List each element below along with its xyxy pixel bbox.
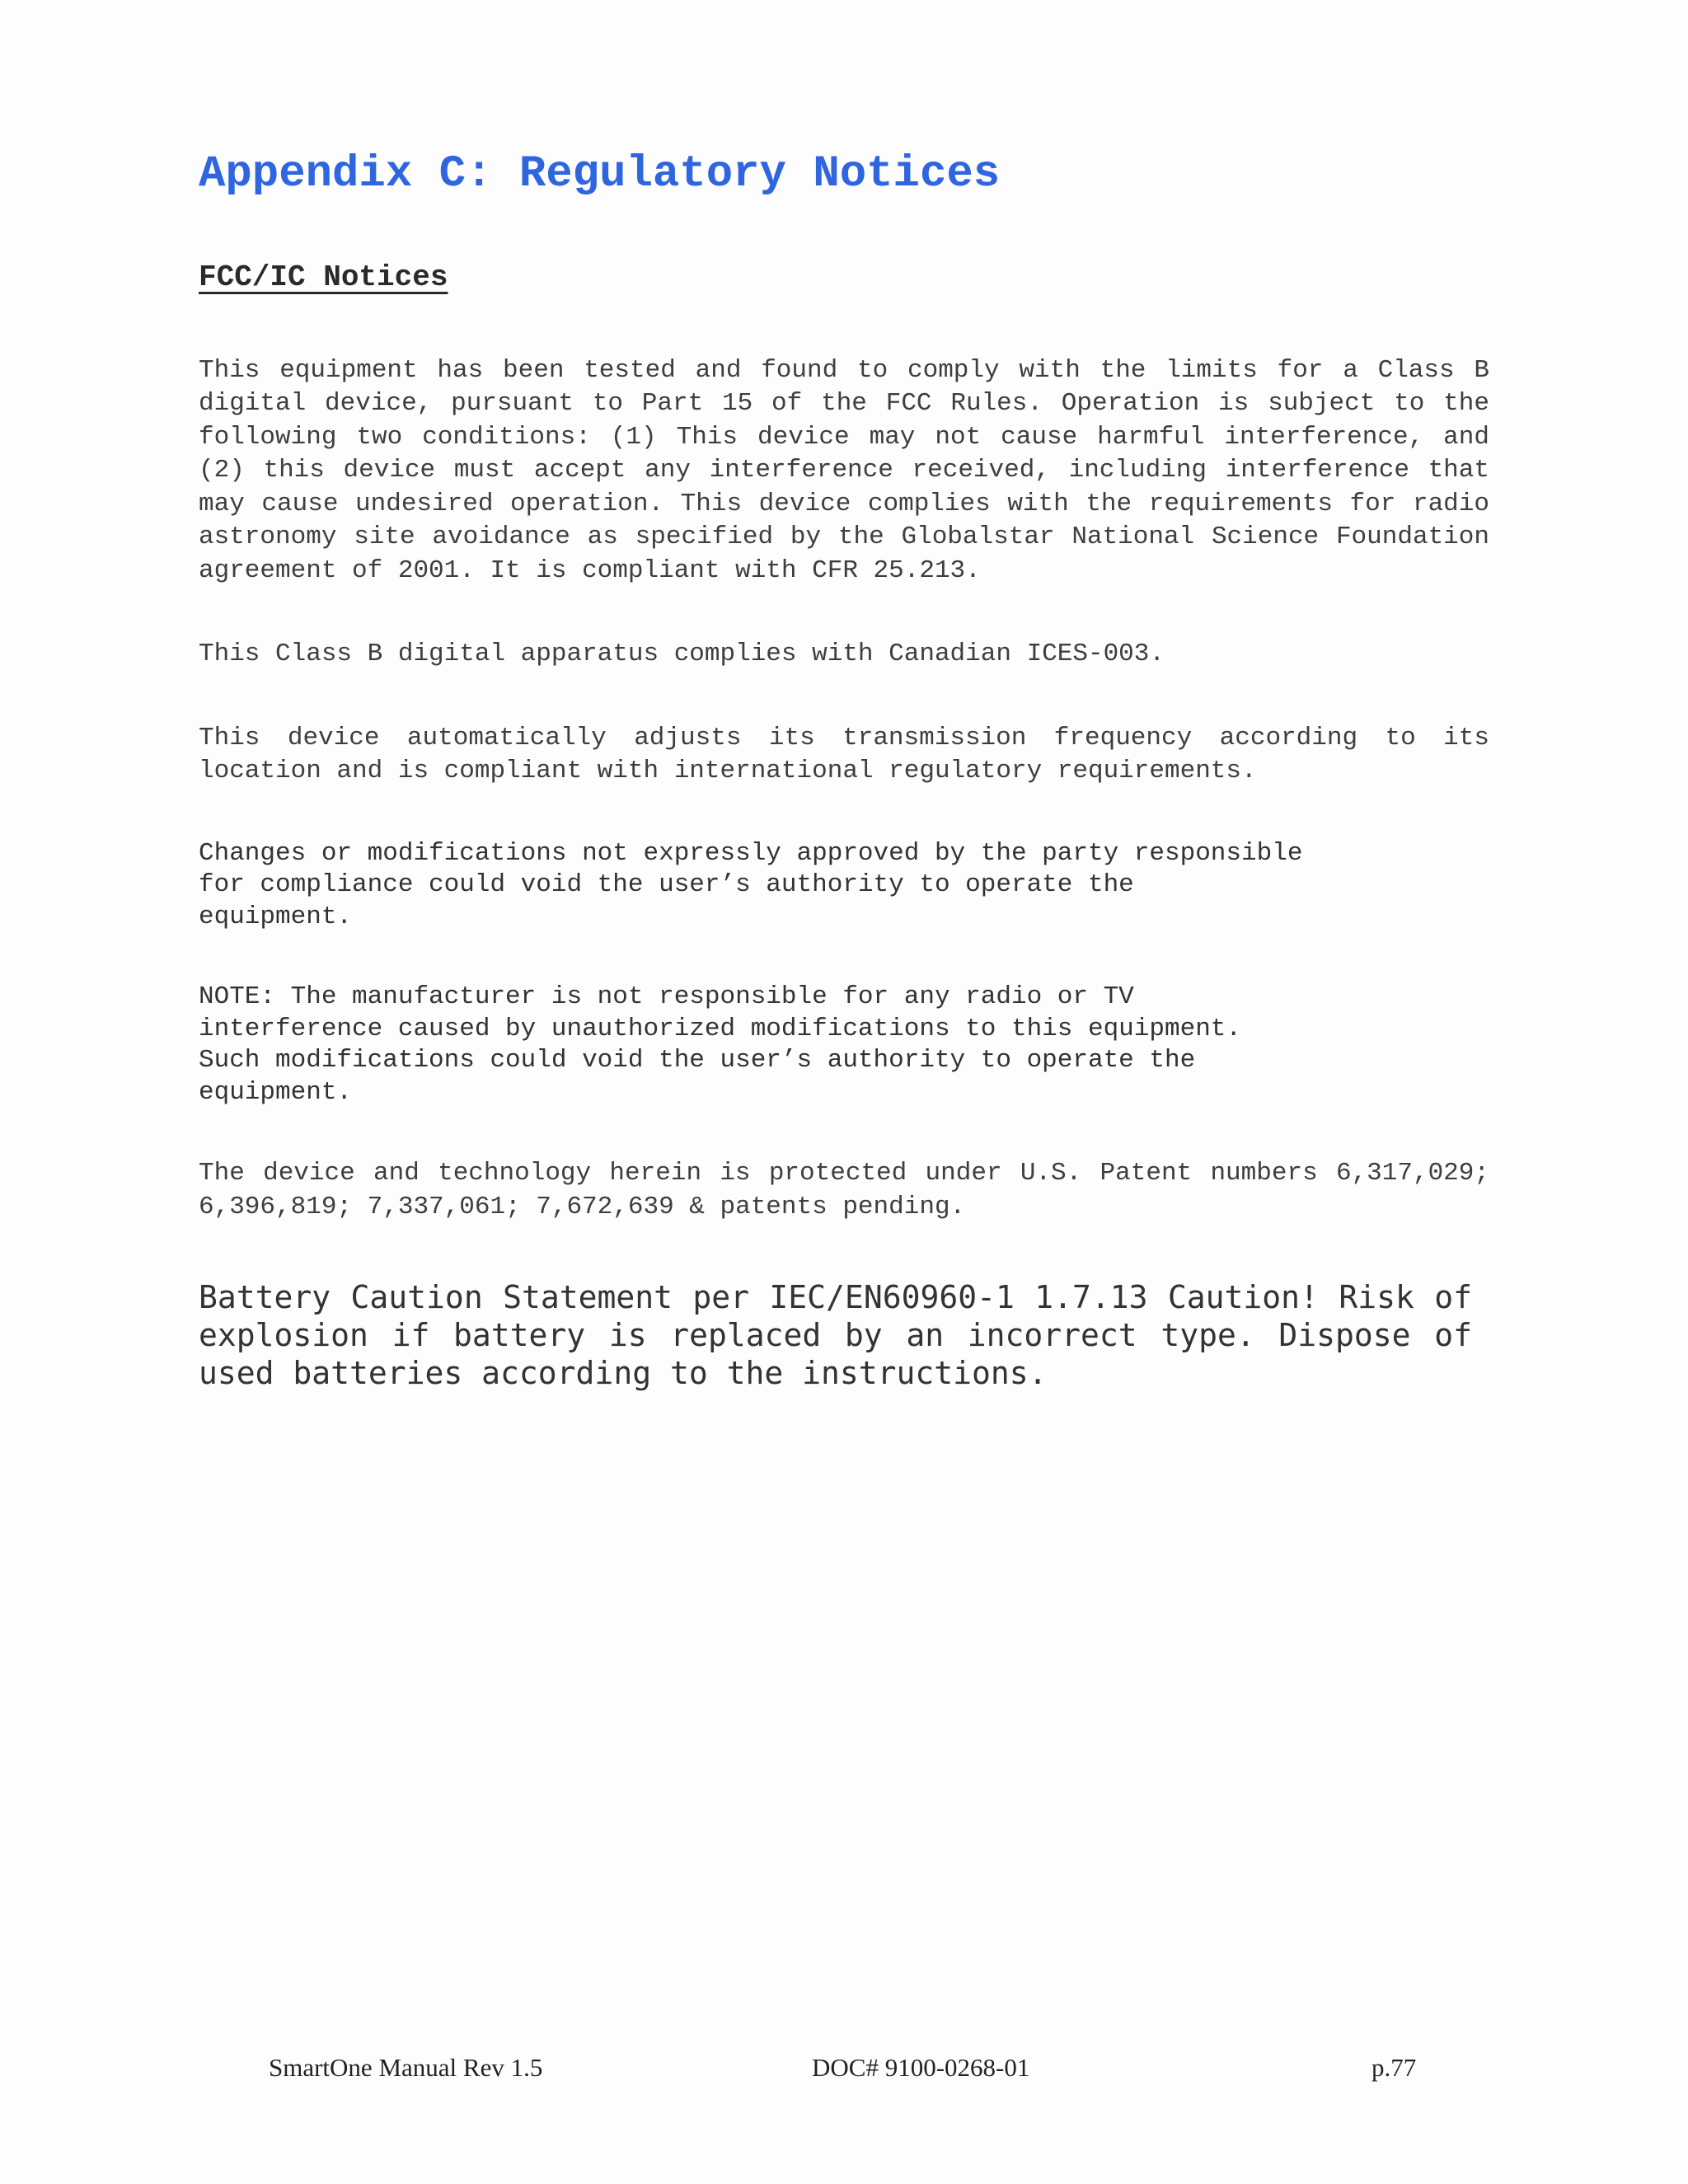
battery-caution-statement: Battery Caution Statement per IEC/EN60960-1 1.7.13 Caution! Risk of explosion if battery is replaced by an incorrect type. Dispose of used batteries according to the instructions. (199, 1279, 1472, 1392)
appendix-title: Appendix C: Regulatory Notices (199, 149, 1001, 199)
paragraph-manufacturer-note: NOTE: The manufacturer is not responsible for any radio or TV interference caused by unauthorized modifications to this equipment. Such modifications could void the user’s authority to operate the equipment. (199, 982, 1242, 1107)
section-heading-fcc-ic: FCC/IC Notices (199, 260, 448, 294)
page-content (199, 124, 1489, 1392)
paragraph-patents: The device and technology herein is protected under U.S. Patent numbers 6,317,029; 6,396,819; 7,337,061; 7,672,639 & patents pending. (199, 1159, 1489, 1221)
paragraph-ices-003: This Class B digital apparatus complies with Canadian ICES-003. (199, 640, 1165, 669)
footer-page-number: p.77 (1372, 2053, 1417, 2082)
paragraph-frequency-adjust: This device automatically adjusts its transmission frequency according to its location and is compliant with international regulatory requirements. (199, 723, 1489, 786)
paragraph-fcc-compliance: This equipment has been tested and found to comply with the limits for a Class B digital device, pursuant to Part 15 of the FCC Rules. Operation is subject to the following two conditions: (1) This device may not cause harmful interference, and (2) this device must accept any interference received, including interference that may cause undesired operation. This device complies with the requirements for radio astronomy site avoidance as specified by the Globalstar National Science Foundation agreement of 2001. It is compliant with CFR 25.213. (199, 355, 1489, 585)
page-footer (0, 2053, 1688, 2086)
footer-doc-number: DOC# 9100-0268-01 (812, 2053, 1030, 2082)
footer-manual-revision: SmartOne Manual Rev 1.5 (269, 2053, 543, 2082)
paragraph-modifications: Changes or modifications not expressly approved by the party responsible for compliance could void the user’s authority to operate the equipment. (199, 838, 1303, 931)
